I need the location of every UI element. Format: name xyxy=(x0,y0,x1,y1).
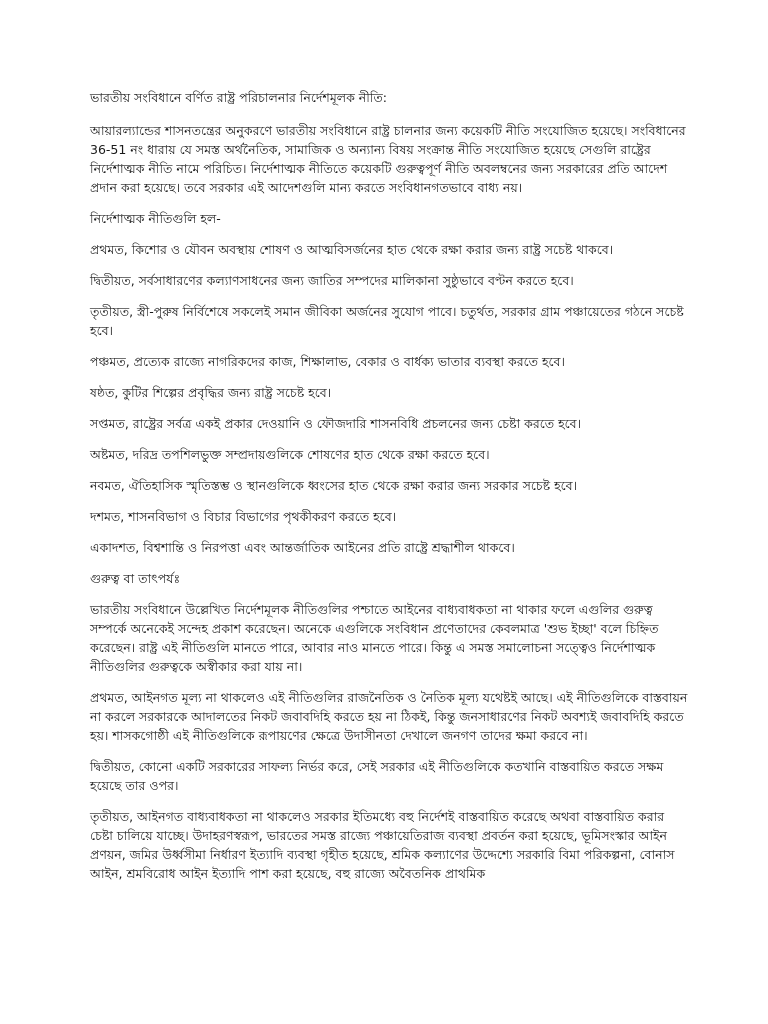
principle-10: দশমত, শাসনবিভাগ ও বিচার বিভাগের পৃথকীকরণ করতে হবে। xyxy=(90,509,397,524)
principle-1: প্রথমত, কিশোর ও যৌবন অবস্থায় শোষণ ও আত্মবিসর্জনের হাত থেকে রক্ষা করার জন্য রাষ্ট্র সচেষ্ট থাকবে। xyxy=(90,242,614,257)
document-title: ভারতীয় সংবিধানে বর্ণিত রাষ্ট্র পরিচালনার নির্দেশমূলক নীতি: xyxy=(90,90,388,105)
significance-point-3: তৃতীয়ত, আইনগত বাধ্যবাধকতা না থাকলেও সরকার ইতিমধ্যে বহু নির্দেশই বাস্তবায়িত করেছে অথবা বাস্তবায়িত করার চেষ্টা চালিয়ে যাচ্ছে। উদাহরণস্বরূপ, ভারতের সমস্ত রাজ্যে পঞ্চায়েতিরাজ ব্যবস্থা প্রবর্তন করা হয়েছে, ভূমিসংস্কার আইন প্রণয়ন, জমির উর্ধ্বসীমা নির্ধারণ ইত্যাদি ব্যবস্থা গৃহীত হয়েছে, শ্রমিক কল্যাণের উদ্দেশ্যে সরকারি বিমা পরিকল্পনা, বোনাস আইন, শ্রমবিরোধ আইন ইত্যাদি পাশ করা হয়েছে, বহু রাজ্যে অবৈতনিক প্রাথমিক xyxy=(90,809,675,881)
principle-5: পঞ্চমত, প্রত্যেক রাজ্যে নাগরিকদের কাজ, শিক্ষালাভ, বেকার ও বার্ধক্য ভাতার ব্যবস্থা করতে হবে। xyxy=(90,354,565,369)
principle-2: দ্বিতীয়ত, সর্বসাধারণের কল্যাণসাধনের জন্য জাতির সম্পদের মালিকানা সুষ্ঠুভাবে বণ্টন করতে হবে। xyxy=(90,273,574,288)
principle-6: ষষ্ঠত, কুটির শিল্পের প্রবৃদ্ধির জন্য রাষ্ট্র সচেষ্ট হবে। xyxy=(90,385,332,400)
significance-intro: ভারতীয় সংবিধানে উল্লেখিত নির্দেশমূলক নীতিগুলির পশ্চাতে আইনের বাধ্যবাধকতা না থাকার ফলে এগুলির গুরুত্ব সম্পর্কে অনেকেই সন্দেহ প্রকাশ করেছেন। অনেকে এগুলিকে সংবিধান প্রণেতাদের কেবলমাত্র 'শুভ ইচ্ছা' বলে চিহ্নিত করেছেন। রাষ্ট্র এই নীতিগুলি মানতে পারে, আবার নাও মানতে পারে। কিন্তু এ সমস্ত সমালোচনা সত্ত্বেও নির্দেশাত্মক নীতিগুলির গুরুত্বকে অস্বীকার করা যায় না। xyxy=(90,602,659,674)
significance-point-2: দ্বিতীয়ত, কোনো একটি সরকারের সাফল্য নির্ভর করে, সেই সরকার এই নীতিগুলিকে কতখানি বাস্তবায়িত করতে সক্ষম হয়েছে তার ওপর। xyxy=(90,759,664,793)
principle-11: একাদশত, বিশ্বশান্তি ও নিরপত্তা এবং আন্তর্জাতিক আইনের প্রতি রাষ্ট্রে শ্রদ্ধাশীল থাকবে। xyxy=(90,540,515,555)
principle-3: তৃতীয়ত, স্ত্রী-পুরুষ নির্বিশেষে সকলেই সমান জীবিকা অর্জনের সুযোগ পাবে। চতুর্থত, সরকার গ্রাম পঞ্চায়েতের গঠনে সচেষ্ট হবে। xyxy=(90,304,684,338)
document-body xyxy=(90,88,690,895)
principle-7: সপ্তমত, রাষ্ট্রের সর্বত্র একই প্রকার দেওয়ানি ও ফৌজদারি শাসনবিধি প্রচলনের জন্য চেষ্টা করতে হবে। xyxy=(90,416,582,431)
principle-8: অষ্টমত, দরিদ্র তপশিলভুক্ত সম্প্রদায়গুলিকে শোষণের হাত থেকে রক্ষা করতে হবে। xyxy=(90,447,490,462)
significance-heading: গুরুত্ব বা তাৎপর্যঃ xyxy=(90,571,181,586)
principle-9: নবমত, ঐতিহাসিক স্মৃতিস্তম্ভ ও স্থানগুলিকে ধ্বংসের হাত থেকে রক্ষা করার জন্য সরকার সচেষ্ট হবে। xyxy=(90,478,578,493)
intro-paragraph: আয়ারল্যান্ডের শাসনতন্ত্রের অনুকরণে ভারতীয় সংবিধানে রাষ্ট্র চালনার জন্য কয়েকটি নীতি সংযোজিত হয়েছে। সংবিধানের 36-51 নং ধারায় যে সমস্ত অর্থনৈতিক, সামাজিক ও অন্যান্য বিষয় সংক্রান্ত নীতি সংযোজিত হয়েছে সেগুলি রাষ্ট্রের নির্দেশাত্মক নীতি নামে পরিচিত। নির্দেশাত্মক নীতিতে কয়েকটি গুরুত্বপূর্ণ নীতি অবলম্বনের জন্য সরকারের প্রতি আদেশ প্রদান করা হয়েছে। তবে সরকার এই আদেশগুলি মান্য করতে সংবিধানগতভাবে বাধ্য নয়। xyxy=(90,123,686,195)
significance-point-1: প্রথমত, আইনগত মূল্য না থাকলেও এই নীতিগুলির রাজনৈতিক ও নৈতিক মূল্য যথেষ্টই আছে। এই নীতিগুলিকে বাস্তবায়ন না করলে সরকারকে আদালতের নিকট জবাবদিহি করতে হয় না ঠিকই, কিন্তু জনসাধারণের নিকট অবশ্যই জবাবদিহি করতে হয়। শাসকগোষ্ঠী এই নীতিগুলিকে রূপায়ণের ক্ষেত্রে উদাসীনতা দেখালে জনগণ তাদের ক্ষমা করবে না। xyxy=(90,690,688,743)
principles-heading: নির্দেশাত্মক নীতিগুলি হল- xyxy=(90,211,221,226)
